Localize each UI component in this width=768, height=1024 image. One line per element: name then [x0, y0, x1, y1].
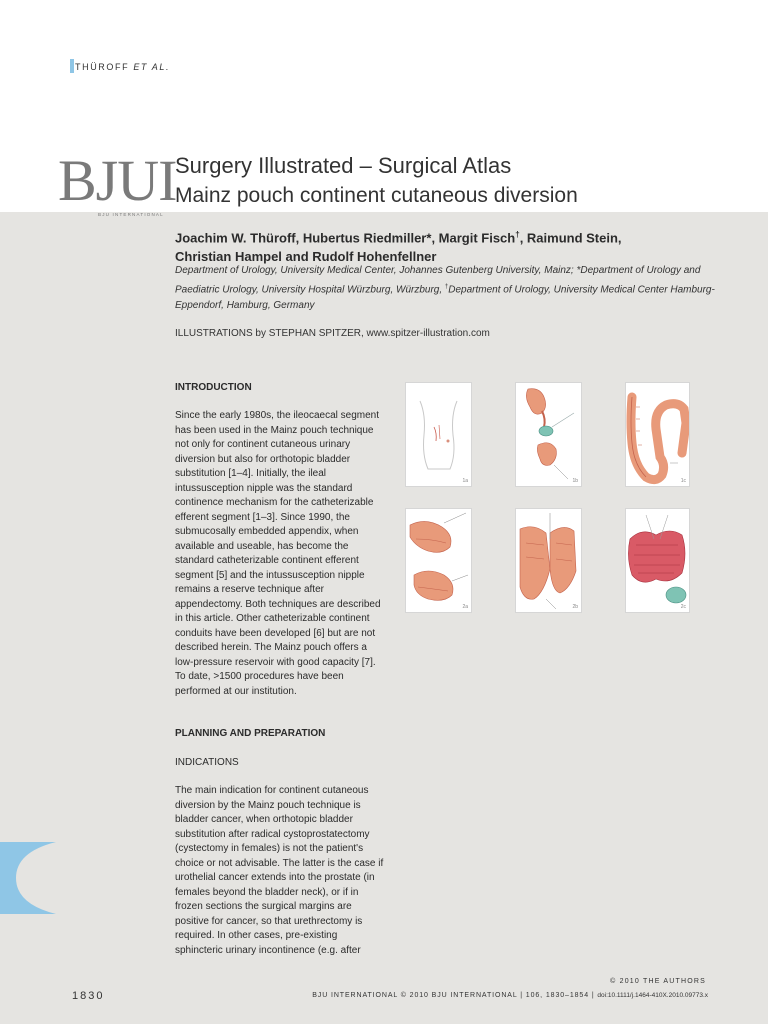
pouch-closure-illustration	[626, 509, 689, 612]
introduction-text: Since the early 1980s, the ileocaecal segment has been used in the Mainz pouch technique not only for continent cutaneous urinary diversion but also for orthotopic bladder substitution [1–4]. Initially, the ileal intussusception nipple was the standard continence mechanism for the catheterizable efferent segment [1–3]. Since 1990, the submucosally embedded appendix, when available and useable, has become the standard catheterizable continent efferent segment [5] and the intussusception nipple remains a reserve technique after appendectomy. Both techniques are described in this article. Other catheterizable continent conduits have been developed [6] but are not described herein. The Mainz pouch offers a low-pressure reservoir with good capacity [7]. To date, >1500 procedures have been performed at our institution.	[175, 410, 381, 697]
copyright-notice: © 2010 THE AUTHORS	[610, 978, 706, 985]
introduction-heading: INTRODUCTION	[175, 382, 252, 393]
appendix-illustration	[516, 383, 581, 486]
figure-label: 1c	[680, 478, 686, 484]
running-head	[70, 59, 170, 73]
affiliation-mark: †	[444, 284, 449, 290]
pouch-opening-illustration	[516, 509, 581, 612]
affiliation-part-1: Department of Urology, University Medical Center, Johannes Gutenberg University, Mainz; *Department of Urology and Paediatric Urology, University Hospital Würzburg, Würzburg,	[175, 265, 701, 296]
indications-text: The main indication for continent cutaneous diversion by the Mainz pouch technique is bladder cancer, when orthotopic bladder substitution after radical cystoprostatectomy (cystectomy in females) is not the patient's choice or not advisable. The latter is the case if urothelial cancer extends into the prostate (in females beyond the bladder neck), or if in frozen sections the surgical margins are positive for cancer, so that urethrectomy is required. In other cases, pre-existing sphincteric urinary incontinence (e.g. after	[175, 785, 384, 956]
figure-thumbnail	[515, 382, 582, 487]
journal-logo	[58, 148, 177, 222]
author-mark-2: †	[515, 230, 520, 239]
figure-label: 2a	[462, 604, 468, 610]
figure-thumbnail	[625, 382, 690, 487]
planning-heading: PLANNING AND PREPARATION	[175, 728, 326, 739]
author-list	[175, 225, 715, 266]
doi: doi:10.1111/j.1464-410X.2010.09773.x	[597, 992, 708, 999]
figure-thumbnail	[625, 508, 690, 613]
page-number: 1830	[72, 990, 105, 1002]
journal-citation: BJU INTERNATIONAL © 2010 BJU INTERNATIONAL | 106, 1830–1854 |	[312, 992, 598, 999]
figure-thumbnail	[405, 508, 472, 613]
author-mark-1: *	[426, 230, 432, 246]
figure-label: 2c	[680, 604, 686, 610]
author-names-4: Christian Hampel and Rudolf Hohenfellner	[175, 249, 437, 265]
abdomen-illustration	[406, 383, 471, 486]
article-title: Mainz pouch continent cutaneous diversion	[175, 184, 578, 207]
series-title: Surgery Illustrated – Surgical Atlas	[175, 153, 512, 178]
indications-subheading: INDICATIONS	[175, 757, 239, 768]
ileum-illustration	[406, 509, 471, 612]
decorative-arc	[0, 842, 56, 914]
affiliation-part-2: Department of Urology, University Medical Center Hamburg-Eppendorf, Hamburg, Germany	[175, 284, 715, 312]
logo-text: BJUI	[58, 148, 177, 213]
running-head-etal: ET AL.	[133, 62, 171, 72]
logo-subtext: BJU INTERNATIONAL	[98, 212, 164, 217]
affiliations	[175, 263, 720, 314]
colon-illustration	[626, 383, 689, 486]
figure-label: 1a	[462, 478, 468, 484]
journal-footer	[312, 992, 708, 999]
author-names-1: Joachim W. Thüroff, Hubertus Riedmiller	[175, 230, 427, 246]
arc-graphic	[0, 842, 56, 914]
figure-thumbnail	[515, 508, 582, 613]
accent-bar	[70, 59, 74, 73]
figure-label: 1b	[572, 478, 578, 484]
illustrations-credit: ILLUSTRATIONS by STEPHAN SPITZER, www.spitzer-illustration.com	[175, 328, 490, 339]
author-names-3: , Raimund Stein,	[519, 230, 622, 246]
figure-thumbnail	[405, 382, 472, 487]
figure-label: 2b	[572, 604, 578, 610]
author-names-2: , Margit Fisch	[431, 230, 516, 246]
running-head-author: THÜROFF	[75, 62, 130, 72]
